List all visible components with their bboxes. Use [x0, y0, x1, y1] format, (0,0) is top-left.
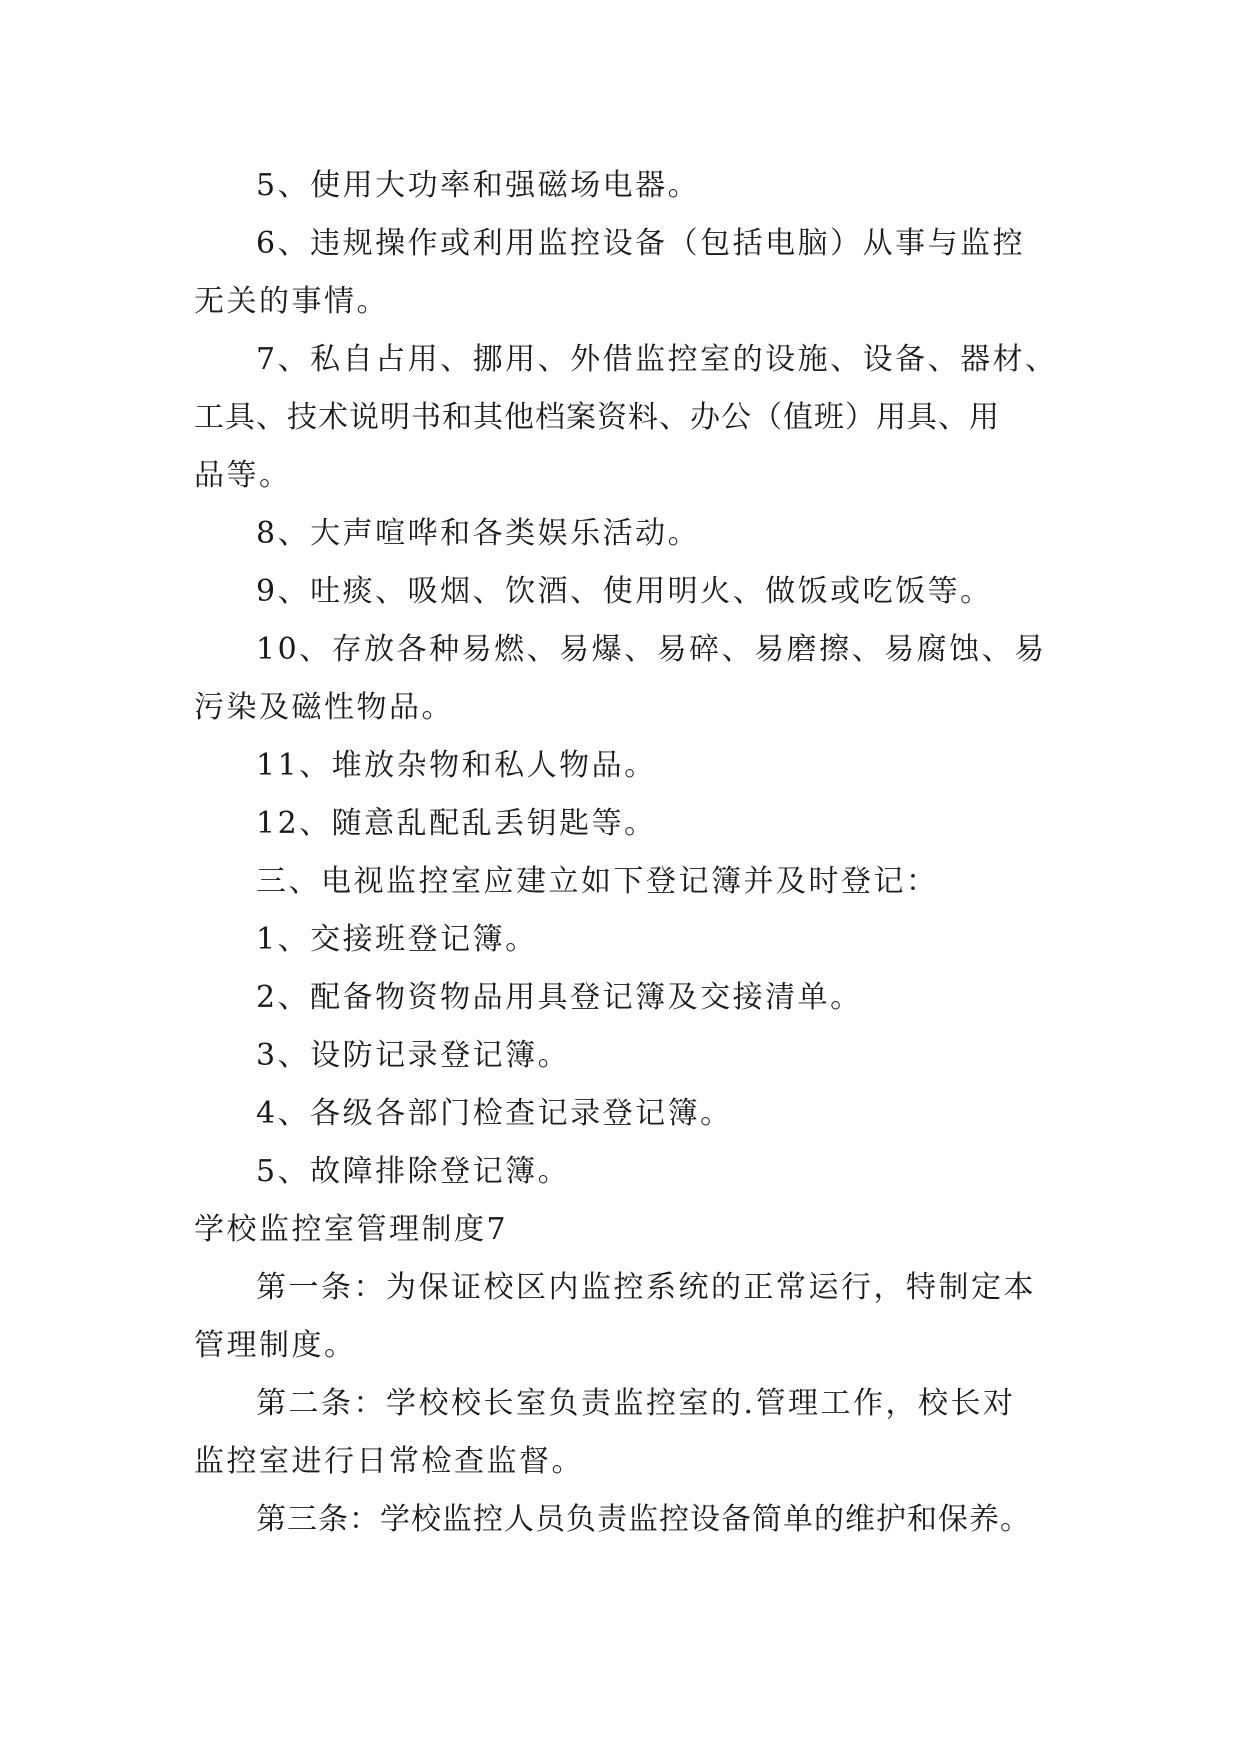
- list-item-10: 10、存放各种易燃、易爆、易碎、易磨擦、易腐蚀、易: [256, 632, 1047, 667]
- article-1: 第一条：为保证校区内监控系统的正常运行，特制定本: [256, 1270, 1036, 1305]
- list-item-8: 8、大声喧哗和各类娱乐活动。: [256, 516, 701, 551]
- article-1-continued: 管理制度。: [194, 1328, 357, 1363]
- list-item-11: 11、堆放杂物和私人物品。: [256, 748, 657, 783]
- register-item-4: 4、各级各部门检查记录登记簿。: [256, 1096, 733, 1131]
- register-item-1: 1、交接班登记簿。: [256, 922, 538, 957]
- list-item-7: 7、私自占用、挪用、外借监控室的设施、设备、器材、: [256, 342, 1058, 377]
- section-three-heading: 三、电视监控室应建立如下登记簿并及时登记：: [256, 864, 939, 899]
- list-item-6-continued: 无关的事情。: [194, 284, 389, 319]
- article-3: 第三条：学校监控人员负责监控设备简单的维护和保养。: [256, 1502, 1031, 1537]
- list-item-10-continued: 污染及磁性物品。: [194, 690, 454, 725]
- list-item-7-continued: 工具、技术说明书和其他档案资料、办公（值班）用具、用: [194, 400, 1000, 435]
- list-item-6: 6、违规操作或利用监控设备（包括电脑）从事与监控: [256, 226, 1026, 261]
- register-item-3: 3、设防记录登记簿。: [256, 1038, 571, 1073]
- list-item-12: 12、随意乱配乱丢钥匙等。: [256, 806, 657, 841]
- register-item-5: 5、故障排除登记簿。: [256, 1154, 571, 1189]
- register-item-2: 2、配备物资物品用具登记簿及交接清单。: [256, 980, 863, 1015]
- list-item-9: 9、吐痰、吸烟、饮酒、使用明火、做饭或吃饭等。: [256, 574, 993, 609]
- section-title: 学校监控室管理制度7: [194, 1212, 509, 1247]
- article-2-continued: 监控室进行日常检查监督。: [194, 1444, 584, 1479]
- list-item-7-end: 品等。: [194, 458, 292, 493]
- article-2: 第二条：学校校长室负责监控室的.管理工作，校长对: [256, 1386, 1016, 1421]
- list-item-5: 5、使用大功率和强磁场电器。: [256, 168, 701, 203]
